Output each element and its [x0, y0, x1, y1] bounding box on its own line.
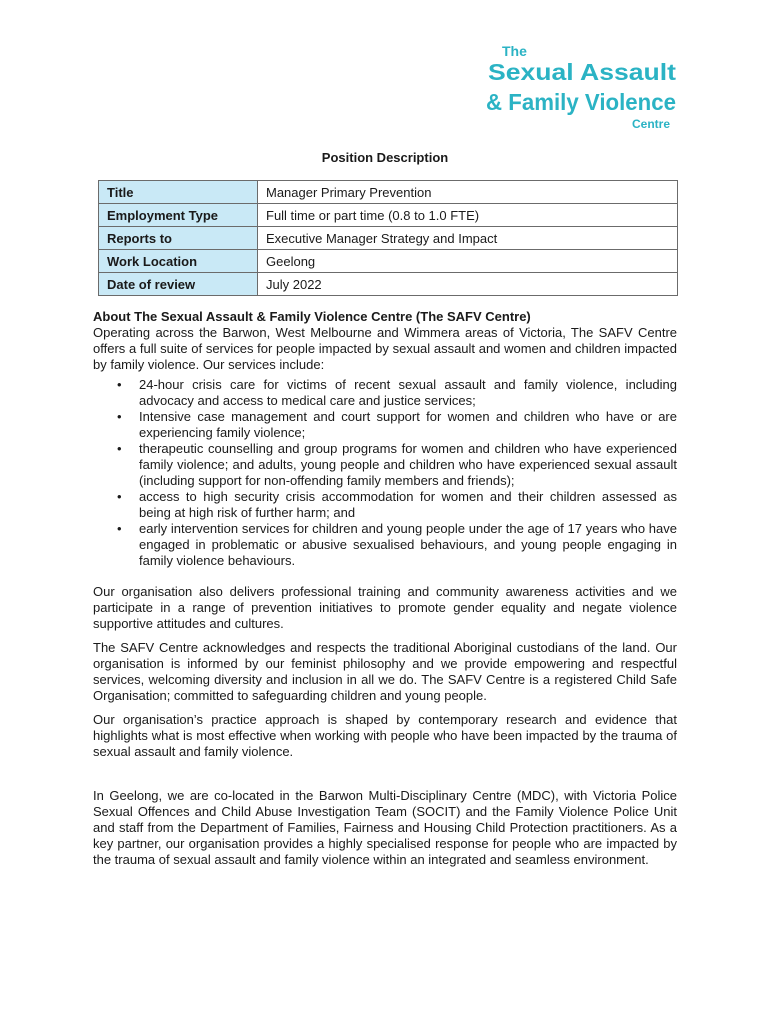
service-text: Intensive case management and court support for women and children who have or are experiencing family violence;: [139, 409, 677, 440]
logo-line-the: The: [502, 43, 527, 59]
services-list: [93, 377, 677, 569]
bullet-icon: •: [117, 409, 122, 424]
service-text: 24-hour crisis care for victims of recent sexual assault and family violence, including advocacy and access to medical care and justice services;: [139, 377, 677, 408]
info-row: [99, 181, 678, 204]
service-item: [117, 441, 677, 489]
info-label: Employment Type: [99, 204, 258, 227]
service-item: [117, 377, 677, 409]
info-row: [99, 250, 678, 273]
service-item: [117, 409, 677, 441]
info-value: Manager Primary Prevention: [258, 181, 678, 204]
paragraph-training: Our organisation also delivers professional training and community awareness activities and we participate in a range of prevention initiatives to promote gender equality and negate violence supportive attitudes and cultures.: [93, 584, 677, 631]
info-row: [99, 204, 678, 227]
bullet-icon: •: [117, 489, 122, 504]
info-label: Reports to: [99, 227, 258, 250]
service-text: early intervention services for children and young people under the age of 17 years who have engaged in problematic or abusive sexualised behaviours, and young people engaging in family violence behaviours.: [139, 521, 677, 568]
safv-centre-logo: [482, 42, 682, 134]
info-value: Full time or part time (0.8 to 1.0 FTE): [258, 204, 678, 227]
info-row: [99, 273, 678, 296]
info-value: Geelong: [258, 250, 678, 273]
document-body: [93, 309, 677, 876]
position-info-table: [98, 180, 678, 296]
paragraph-acknowledgement: The SAFV Centre acknowledges and respects the traditional Aboriginal custodians of the land. Our organisation is informed by our feminist philosophy and we provide empowering and respectful services, welcoming diversity and inclusion in all we do. The SAFV Centre is a registered Child Safe Organisation; committed to safeguarding children and young people.: [93, 640, 677, 703]
logo-line-centre: Centre: [632, 117, 671, 131]
about-intro: Operating across the Barwon, West Melbourne and Wimmera areas of Victoria, The SAFV Centre offers a full suite of services for people impacted by sexual assault and women and children impacted by family violence. Our services include:: [93, 325, 677, 372]
service-text: therapeutic counselling and group programs for women and children who have experienced family violence; and adults, young people and children who have experienced sexual assault (including support for non-offending family members and friends);: [139, 441, 677, 488]
paragraph-geelong: In Geelong, we are co-located in the Barwon Multi-Disciplinary Centre (MDC), with Victoria Police Sexual Offences and Child Abuse Investigation Team (SOCIT) and the Family Violence Police Unit and staff from the Department of Families, Fairness and Housing Child Protection practitioners. As a key partner, our organisation provides a highly specialised response for people who are impacted by the trauma of sexual assault and family violence within an integrated and seamless environment.: [93, 788, 677, 867]
logo-line-family-violence: & Family Violence: [486, 89, 676, 115]
about-heading: About The Sexual Assault & Family Violence Centre (The SAFV Centre): [93, 309, 531, 324]
info-row: [99, 227, 678, 250]
service-item: [117, 489, 677, 521]
info-value: Executive Manager Strategy and Impact: [258, 227, 678, 250]
info-label: Date of review: [99, 273, 258, 296]
document-title: Position Description: [321, 150, 449, 165]
info-label: Title: [99, 181, 258, 204]
logo-line-sexual-assault: Sexual Assault: [488, 59, 677, 85]
info-value: July 2022: [258, 273, 678, 296]
bullet-icon: •: [117, 441, 122, 456]
bullet-icon: •: [117, 377, 122, 392]
bullet-icon: •: [117, 521, 122, 536]
service-text: access to high security crisis accommodation for women and their children assessed as being at high risk of further harm; and: [139, 489, 677, 520]
paragraph-practice-approach: Our organisation’s practice approach is shaped by contemporary research and evidence that highlights what is most effective when working with people who have been impacted by the trauma of sexual assault and family violence.: [93, 712, 677, 759]
service-item: [117, 521, 677, 569]
info-label: Work Location: [99, 250, 258, 273]
